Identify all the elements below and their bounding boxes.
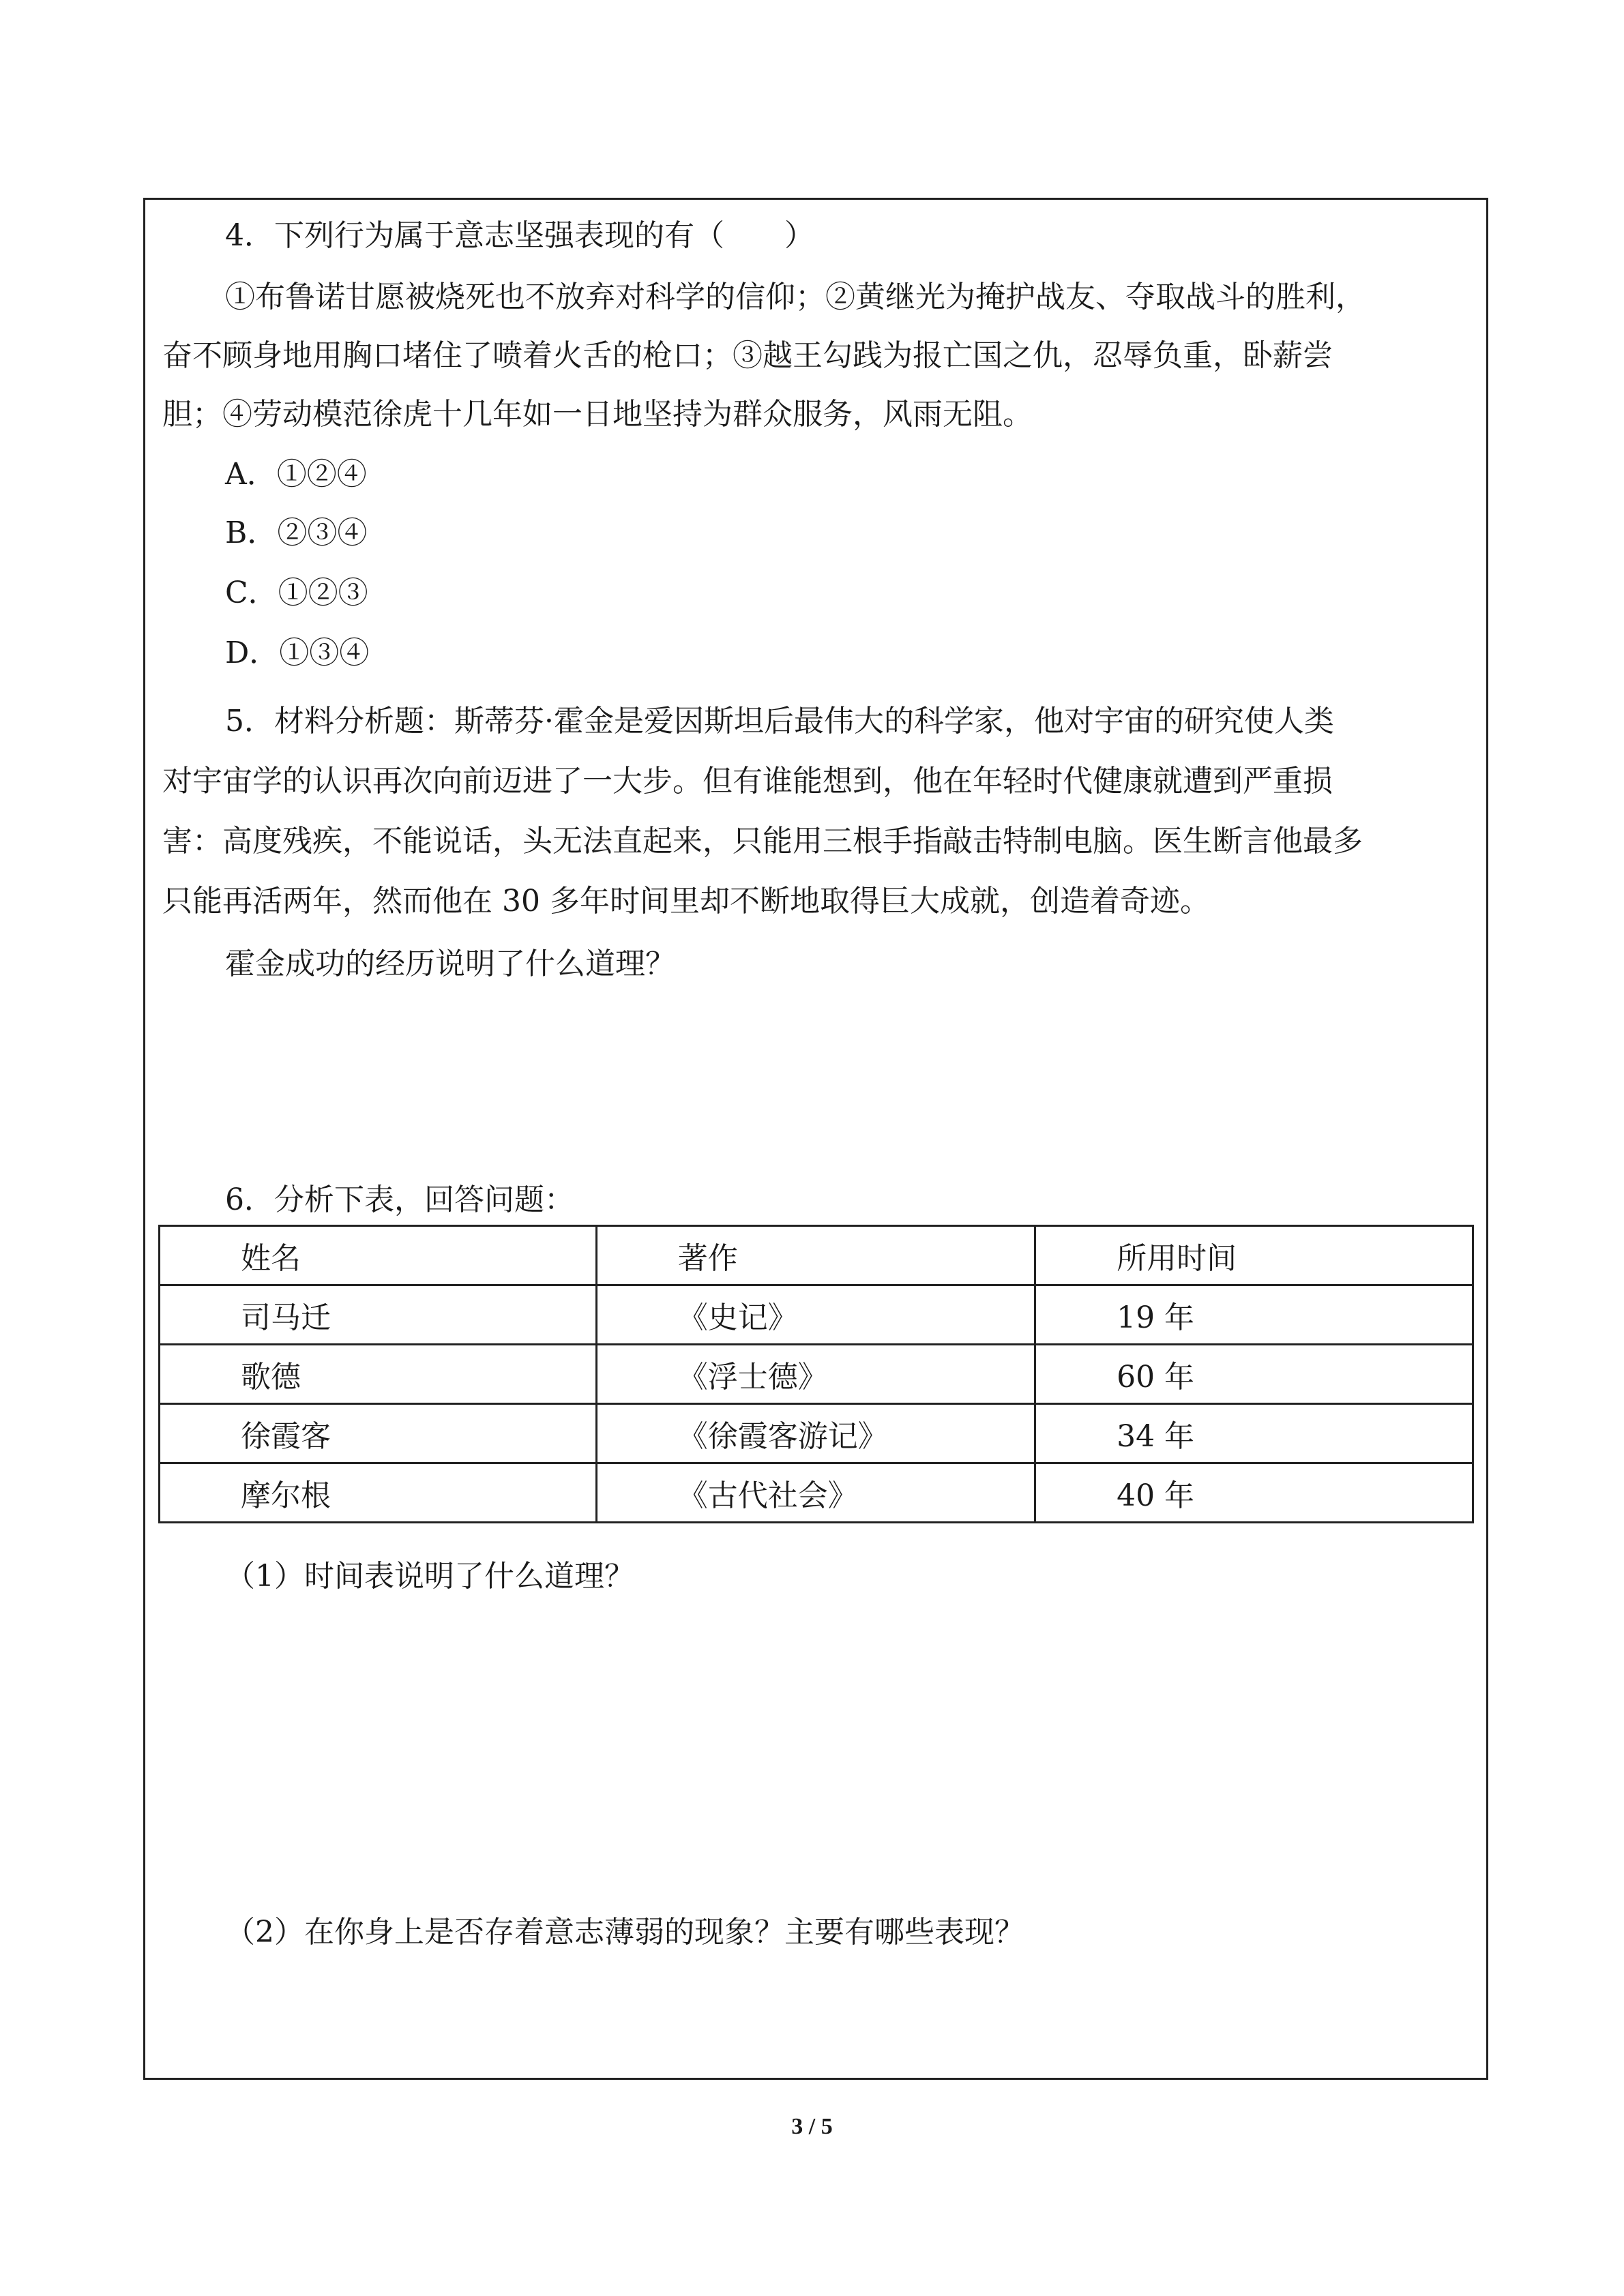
cell-work: 《古代社会》 bbox=[596, 1463, 1035, 1523]
q6-sub-question-1: （1）时间表说明了什么道理？ bbox=[225, 1559, 634, 1594]
q5-material-line-1: 5．材料分析题：斯蒂芬·霍金是爱因斯坦后最伟大的科学家，他对宇宙的研究使人类 bbox=[225, 704, 1334, 739]
cell-work: 《浮士德》 bbox=[596, 1345, 1035, 1404]
cell-work: 《徐霞客游记》 bbox=[596, 1404, 1035, 1463]
cell-time: 40 年 bbox=[1035, 1463, 1473, 1523]
works-table bbox=[158, 1225, 1474, 1523]
q5-question: 霍金成功的经历说明了什么道理？ bbox=[225, 946, 675, 981]
q4-stem: 4．下列行为属于意志坚强表现的有（ ） bbox=[225, 218, 814, 253]
cell-name: 徐霞客 bbox=[160, 1404, 597, 1463]
q4-option-a: A．①②④ bbox=[225, 457, 367, 492]
cell-work: 《史记》 bbox=[596, 1285, 1035, 1345]
q4-option-b: B．②③④ bbox=[225, 516, 368, 550]
q5-material-line-3: 害：高度残疾，不能说话，头无法直起来，只能用三根手指敲击特制电脑。医生断言他最多 bbox=[162, 824, 1363, 859]
cell-name: 司马迁 bbox=[160, 1285, 597, 1345]
cell-name: 摩尔根 bbox=[160, 1463, 597, 1523]
cell-time: 19 年 bbox=[1035, 1285, 1473, 1345]
q4-option-c: C．①②③ bbox=[225, 576, 368, 610]
q4-material-line-1: ①布鲁诺甘愿被烧死也不放弃对科学的信仰；②黄继光为掩护战友、夺取战斗的胜利， bbox=[225, 280, 1365, 314]
cell-time: 34 年 bbox=[1035, 1404, 1473, 1463]
q4-material-line-2: 奋不顾身地用胸口堵住了喷着火舌的枪口；③越王勾践为报亡国之仇，忍辱负重，卧薪尝 bbox=[162, 338, 1333, 373]
header-time: 所用时间 bbox=[1035, 1226, 1473, 1285]
cell-name: 歌德 bbox=[160, 1345, 597, 1404]
q4-option-d: D．①③④ bbox=[225, 636, 370, 670]
q6-sub-question-2: （2）在你身上是否存着意志薄弱的现象？主要有哪些表现？ bbox=[225, 1915, 1024, 1950]
table-row bbox=[160, 1285, 1473, 1345]
cell-time: 60 年 bbox=[1035, 1345, 1473, 1404]
q5-material-line-4: 只能再活两年，然而他在 30 多年时间里却不断地取得巨大成就，创造着奇迹。 bbox=[162, 884, 1210, 919]
header-name: 姓名 bbox=[160, 1226, 597, 1285]
header-work: 著作 bbox=[596, 1226, 1035, 1285]
page-number: 3 / 5 bbox=[791, 2114, 833, 2139]
table-row bbox=[160, 1345, 1473, 1404]
table-row bbox=[160, 1463, 1473, 1523]
table-row bbox=[160, 1404, 1473, 1463]
q6-stem: 6．分析下表，回答问题： bbox=[225, 1182, 574, 1217]
q5-material-line-2: 对宇宙学的认识再次向前迈进了一大步。但有谁能想到，他在年轻时代健康就遭到严重损 bbox=[162, 764, 1333, 799]
q4-material-line-3: 胆；④劳动模范徐虎十几年如一日地坚持为群众服务，风雨无阻。 bbox=[162, 397, 1033, 432]
table-header-row bbox=[160, 1226, 1473, 1285]
